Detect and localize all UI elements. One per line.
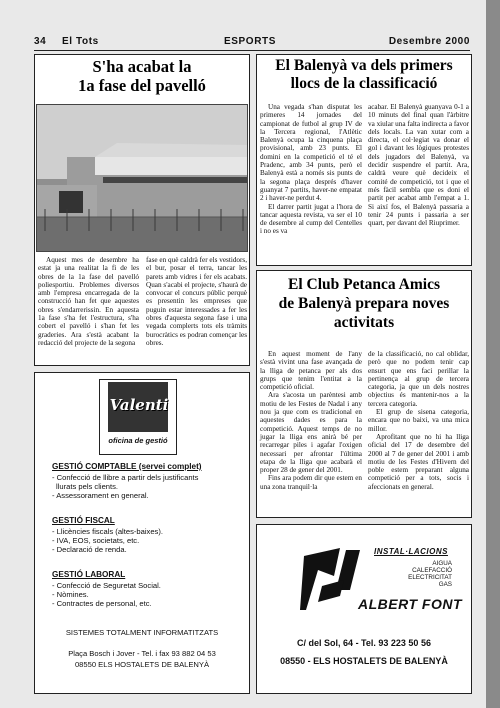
title-line: 1a fase del pavelló: [78, 76, 206, 95]
gestio-comptable-heading: GESTIÓ COMPTABLE (servei complet): [52, 462, 202, 471]
article-pavello-col2: [146, 256, 247, 347]
service-item: AIGUA: [432, 560, 452, 567]
article-pavello-title: [35, 57, 249, 95]
valenti-city: 08550 ELS HOSTALETS DE BALENYÀ: [74, 660, 210, 669]
issue-date: Desembre 2000: [388, 36, 470, 47]
albert-address: C/ del Sol, 64 - Tel. 93 223 50 56: [297, 638, 431, 648]
paragraph: Aprofitant que no hi ha lliga oficial del 17 de desembre del 2000 al 7 de gener del 2001 i amb motiu de les Festes d'Hivern del poble estem preparant alguna competició per a tots, socis i afeccionats en general.: [368, 432, 469, 491]
title-line: El Club Petanca Amics: [288, 276, 440, 293]
pavilion-photo: [36, 104, 248, 252]
article-petanca-title: [257, 275, 471, 332]
albert-city: 08550 - ELS HOSTALETS DE BALENYÀ: [280, 656, 448, 666]
logo-word: Valenti: [109, 396, 169, 414]
list-item: - Contractes de personal, etc.: [52, 599, 152, 609]
gestio-fiscal-list: [52, 527, 163, 555]
paragraph: fase en què caldrà fer els vestidors, el bur, posar el terra, tancar les parets amb vidres i fer els acabats. Quan s'acabi el projecte, s'haurà de convocar el concurs públic perquè es presentin les empreses que puguin estar interessades a fer les obres d'aquesta segona fase i una vegada complerts tots els tràmits burocràtics es podran començar les obres.: [146, 256, 247, 347]
article-balenya-title: [257, 57, 471, 93]
title-line: de Balenyà prepara noves: [278, 295, 450, 312]
gestio-laboral-heading: GESTIÓ LABORAL: [52, 570, 126, 579]
list-item: - Assessorament en general.: [52, 491, 149, 501]
section-name: ESPORTS: [224, 36, 276, 47]
list-item: - Confecció de llibre a partir dels justificants: [52, 473, 199, 482]
services-list: [384, 560, 452, 588]
service-item: GAS: [438, 581, 452, 588]
list-item: - Llicències fiscals (altes-baixes).: [52, 527, 163, 536]
paragraph: Fins ara podem dir que estem en una zona tranquil·la: [260, 474, 362, 491]
title-line: S'ha acabat la: [92, 57, 192, 76]
paragraph: acabar. El Balenyà guanyava 0-1 a 10 minuts del final quan l'àrbitre va xiular una falta indirecta a favor dels locals. La van xutar com a directa, el col·legiat va donar el gol i davant les lògiques protestes dels jugadors del Balenyà, va decidir suspendre el partit. Ara, caldrà veure què decideix el comité de competició, tot i que el més fàcil sembla que es doni el partit per acabat amb l'empat a 1. Si així fos, el Balenyà passaria a tenir 24 punts i passaria a ser quart, per davant del Riuprimer.: [368, 103, 469, 228]
logo-subtitle: oficina de gestió: [108, 436, 168, 445]
article-balenya-col1: [260, 103, 362, 236]
title-line: El Balenyà va dels primers: [275, 57, 453, 74]
magazine-name: El Tots: [62, 36, 99, 47]
paragraph: Una vegada s'han disputat les primeres 14 jornades del campionat de futbol al grup IV de la Tercera regional, l'Atlètic Balenyà ocupa la cinquena plaça provisional, amb 23 punts. El domini en la competició el té el Pradenc, amb 34 punts, però el Balenyà està a només sis punts de la segona plaça després d'haver guanyat 7 partits, haver-ne empatat 2 i haver-ne perdut 4.: [260, 103, 362, 203]
pavilion-image: [37, 105, 248, 252]
gestio-comptable-list: [52, 473, 198, 501]
paragraph: El darrer partit jugat a l'hora de tancar aquesta revista, va ser el 10 de desembre al cump del Centelles i no es va: [260, 202, 362, 236]
valenti-address: Plaça Bosch i Jover - Tel. i fax 93 882 04 53: [68, 649, 216, 658]
list-item: - IVA, EOS, societats, etc.: [52, 536, 140, 546]
article-petanca-col1: [260, 350, 362, 491]
paragraph: de la classificació, no cal oblidar, però que no podem tenir cap ensurt que ens faci perillar la pertinença al grup de tercera categoria, ja que un dels nostres objectius és mantenir-nos a la tercera categoria.: [368, 350, 469, 408]
paragraph: Ara s'acosta un parèntesi amb motiu de les Festes de Nadal i any nou ja que com es tradicional en aquestes dades es para la competició. Aquest temps de no jugar la lliga ens anirà bé per recarregar piles i agafar l'oxigen necessari per afrontar l'última etapa de la lliga que acabarà el proper 28 de gener del 2001.: [260, 391, 362, 475]
service-item: ELECTRICITAT: [408, 574, 452, 581]
valenti-systems: SISTEMES TOTALMENT INFORMATITZATS: [65, 628, 219, 637]
article-balenya-col2: [368, 103, 469, 227]
title-line: llocs de la classificació: [290, 75, 438, 92]
header-rule: [34, 50, 470, 51]
gestio-laboral-list: [52, 581, 161, 609]
list-item: llurats pels clients.: [56, 482, 119, 492]
title-line: activitats: [333, 314, 395, 331]
gestio-fiscal-heading: GESTIÓ FISCAL: [52, 516, 115, 525]
list-item: - Confecció de Seguretat Social.: [52, 581, 161, 590]
service-item: CALEFACCIÓ: [412, 567, 452, 574]
page-header: [34, 36, 470, 50]
article-petanca-col2: [368, 350, 469, 491]
list-item: - Declaració de renda.: [52, 545, 127, 555]
installations-title: INSTAL·LACIONS: [374, 547, 448, 556]
page-number: 34: [34, 36, 47, 47]
article-pavello-col1: [38, 256, 139, 347]
paragraph: El grup de sisena categoria, encara que no baixi, va una mica millor.: [368, 408, 469, 433]
valenti-logo: [99, 379, 177, 455]
paragraph: En aquest moment de l'any s'està vivint una fase avançada de la lliga de petanca per als dos grups que tenim l'entitat a la competició oficial.: [260, 350, 362, 392]
albert-font-brand: ALBERT FONT: [358, 596, 463, 612]
paragraph: Aquest mes de desembre ha estat ja una realitat la fi de les obres de la 1a fase del pavelló poliesportiu. Problemes diversos amb l'empresa encarregada de la construcció han fet que aquestes obres s'endarrerissin. En aquesta 1a fase s'ha fet l'estructura, s'ha cobert el pavelló i s'han fet les graderies. Ara s'està acabant la redacció del projecte de la segona: [38, 256, 139, 347]
page-edge: [486, 0, 500, 708]
list-item: - Nòmines.: [52, 590, 89, 600]
